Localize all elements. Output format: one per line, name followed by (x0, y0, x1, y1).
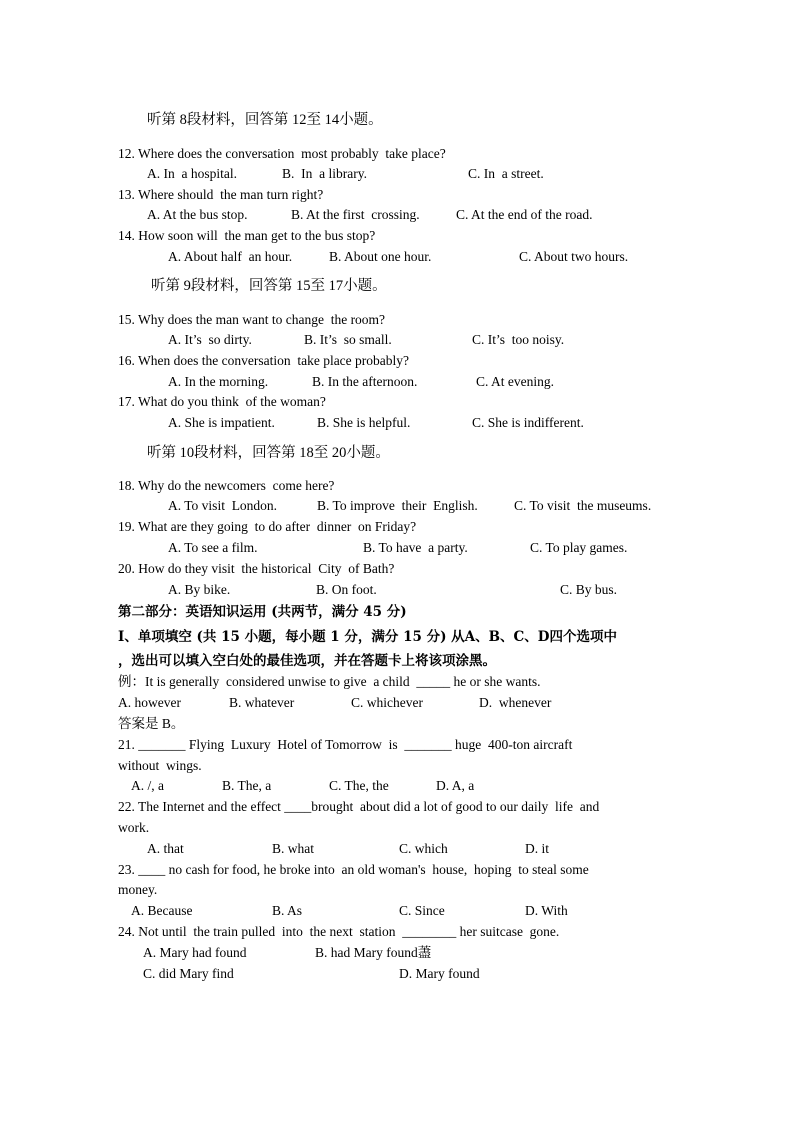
q24-option-a: A. Mary had found (143, 945, 247, 960)
section-8-header: 听第 8段材料，回答第 12至 14小题。 (147, 112, 383, 128)
q18-option-c: C. To visit the museums. (514, 498, 652, 513)
section-9-header: 听第 9段材料，回答第 15至 17小题。 (151, 278, 387, 294)
q15-option-a: A. It’s so dirty. (168, 332, 252, 347)
q17-option-a: A. She is impatient. (168, 415, 275, 430)
q21-option-c: C. The, the (329, 778, 389, 793)
q15-option-c: C. It’s too noisy. (472, 332, 565, 347)
q20-option-a: A. By bike. (168, 582, 231, 597)
q23-option-a: A. Because (131, 903, 193, 918)
q14-option-a: A. About half an hour. (168, 249, 293, 264)
question-17-stem: 17. What do you think of the woman? (118, 394, 326, 409)
q21-option-d: D. A, a (436, 778, 475, 793)
question-24-line-1: 24. Not until the train pulled into the next station ________ her suitcase gone. (118, 924, 560, 939)
question-14-stem: 14. How soon will the man get to the bus stop? (118, 228, 376, 243)
section-10-header: 听第 10段材料，回答第 18至 20小题。 (147, 445, 390, 461)
q17-option-c: C. She is indifferent. (472, 415, 584, 430)
q18-option-a: A. To visit London. (168, 498, 278, 513)
q17-option-b: B. She is helpful. (317, 415, 411, 430)
question-19-stem: 19. What are they going to do after dinner on Friday? (118, 519, 417, 534)
q22-option-d: D. it (525, 841, 550, 856)
question-13-stem: 13. Where should the man turn right? (118, 187, 324, 202)
question-22-line-1: 22. The Internet and the effect ____brought about did a lot of good to our daily life and (118, 799, 600, 814)
q16-option-a: A. In the morning. (168, 374, 269, 389)
q16-option-b: B. In the afternoon. (312, 374, 418, 389)
q12-option-b: B. In a library. (282, 166, 367, 181)
q20-option-c: C. By bus. (560, 582, 618, 597)
q13-option-c: C. At the end of the road. (456, 207, 593, 222)
example-option-d: D. whenever (479, 695, 552, 710)
q20-option-b: B. On foot. (316, 582, 377, 597)
q24-option-d: D. Mary found (399, 966, 480, 981)
q23-option-c: C. Since (399, 903, 445, 918)
question-21-line-1: 21. _______ Flying Luxury Hotel of Tomorrow is _______ huge 400-ton aircraft (118, 737, 573, 752)
q22-option-a: A. that (147, 841, 184, 856)
q13-option-b: B. At the first crossing. (291, 207, 420, 222)
q24-option-c: C. did Mary find (143, 966, 234, 981)
question-23-line-1: 23. ____ no cash for food, he broke into an old woman's house, hoping to steal some (118, 862, 589, 877)
part-2-title: 第二部分：英语知识运用 (共两节，满分 45 分) (118, 604, 407, 620)
part-2-instruction-line-1: I、单项填空 (共 15 小题，每小题 1 分，满分 15 分) 从A、B、C、D四个选项中 (118, 629, 617, 645)
question-16-stem: 16. When does the conversation take place probably? (118, 353, 410, 368)
q18-option-b: B. To improve their English. (317, 498, 478, 513)
q21-option-a: A. /, a (131, 778, 164, 793)
q24-option-b: B. had Mary found藎 (315, 945, 432, 960)
question-12-stem: 12. Where does the conversation most probably take place? (118, 146, 446, 161)
q15-option-b: B. It’s so small. (304, 332, 392, 347)
q14-option-b: B. About one hour. (329, 249, 432, 264)
q14-option-c: C. About two hours. (519, 249, 629, 264)
q12-option-c: C. In a street. (468, 166, 544, 181)
question-22-line-2: work. (118, 820, 150, 835)
q19-option-c: C. To play games. (530, 540, 628, 555)
question-20-stem: 20. How do they visit the historical City of Bath? (118, 561, 395, 576)
example-stem: 例：It is generally considered unwise to give a child _____ he or she wants. (118, 674, 541, 689)
part-2-instruction-line-2: ，选出可以填入空白处的最佳选项，并在答题卡上将该项涂黑。 (118, 653, 496, 669)
q16-option-c: C. At evening. (476, 374, 554, 389)
question-15-stem: 15. Why does the man want to change the room? (118, 312, 386, 327)
example-answer: 答案是 B。 (118, 716, 185, 731)
example-option-b: B. whatever (229, 695, 295, 710)
q21-option-b: B. The, a (222, 778, 272, 793)
question-18-stem: 18. Why do the newcomers come here? (118, 478, 335, 493)
question-21-line-2: without wings. (118, 758, 202, 773)
example-option-c: C. whichever (351, 695, 423, 710)
q12-option-a: A. In a hospital. (147, 166, 237, 181)
q22-option-c: C. which (399, 841, 448, 856)
q19-option-a: A. To see a film. (168, 540, 258, 555)
q23-option-d: D. With (525, 903, 568, 918)
question-23-line-2: money. (118, 882, 158, 897)
example-option-a: A. however (118, 695, 181, 710)
q13-option-a: A. At the bus stop. (147, 207, 248, 222)
q23-option-b: B. As (272, 903, 303, 918)
q22-option-b: B. what (272, 841, 314, 856)
q19-option-b: B. To have a party. (363, 540, 468, 555)
